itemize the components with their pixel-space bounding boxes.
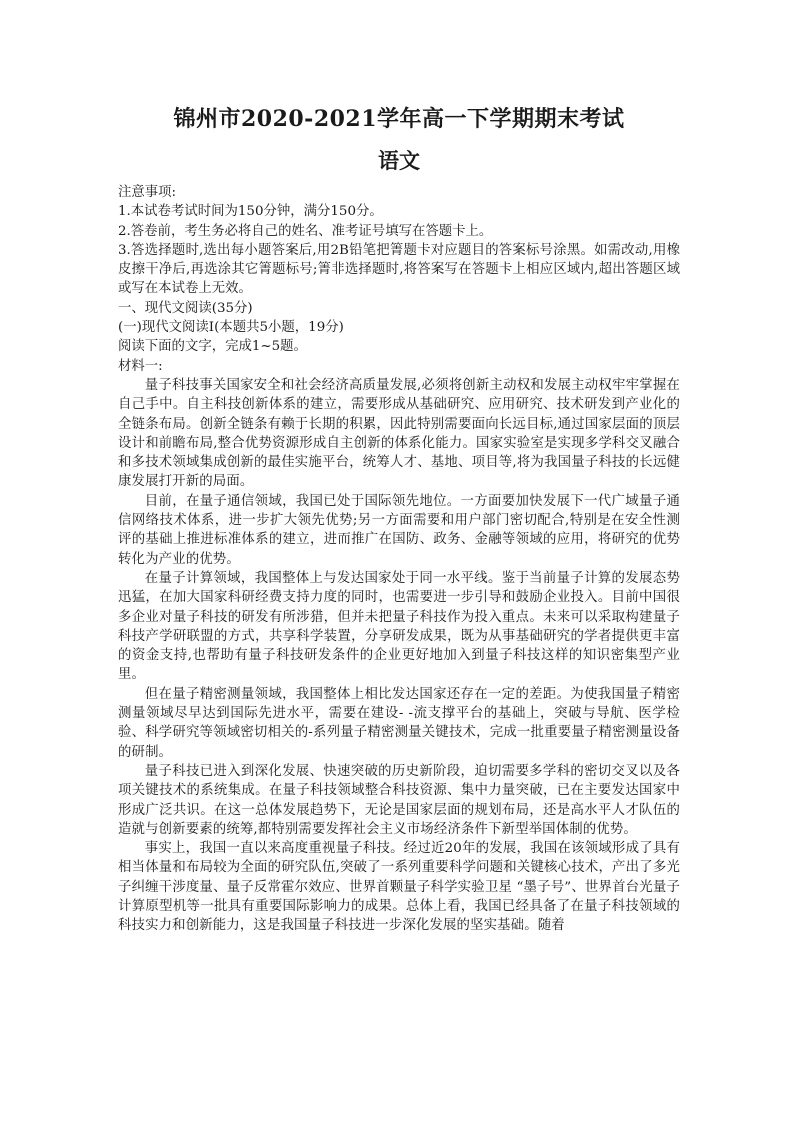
- material-paragraph: 量子科技事关国家安全和社会经济高质量发展,必须将创新主动权和发展主动权牢牢掌握在自己手中。自主科技创新体系的建立，需要形成从基础研究、应用研究、技术研发到产业化的全链条布局。创新全链条有赖于长期的积累，因此特别需要面向长远目标,通过国家层面的顶层设计和前瞻布局,整合优势资源形成自主创新的体系化能力。国家实验室是实现多学科交叉融合和多技术领域集成创新的最佳实施平台，统筹人才、基地、项目等,将为我国量子科技的长远健康发展打开新的局面。: [118, 377, 680, 490]
- instruction-item: 2.答卷前，考生务必将自己的姓名、准考证号填写在答题卡上。: [118, 223, 493, 239]
- exam-body: [118, 183, 680, 936]
- exam-title: 锦州市2020-2021学年高一下学期期末考试: [173, 106, 625, 132]
- material-paragraph: 事实上，我国一直以来高度重视量子科技。经过近20年的发展，我国在该领域形成了具有相当体量和布局较为全面的研究队伍,突破了一系列重要科学问题和关键核心技术，产出了多光子纠缠干涉度量、量子反常霍尔效应、世界首颗量子科学实验卫星 “墨子号”、世界首台光量子计算原型机等一批具有重要国际影响力的成果。总体上看，我国已经具备了在量子科技领域的科技实力和创新能力，这是我国量子科技进一步深化发展的坚实基础。随着: [118, 841, 680, 934]
- section-heading: 一、现代文阅读(35分): [118, 300, 253, 316]
- material-paragraph: 量子科技已进入到深化发展、快速突破的历史新阶段，迫切需要多学科的密切交叉以及各项关键技术的系统集成。在量子科技领域整合科技资源、集中力量突破，已在主要发达国家中形成广泛共识。在这一总体发展趋势下，无论是国家层面的规划布局，还是高水平人才队伍的造就与创新要素的统筹,都特别需要发挥社会主义市场经济条件下新型举国体制的优势。: [118, 763, 680, 837]
- exam-subject: 语文: [378, 148, 420, 173]
- material-paragraph: 但在量子精密测量领域，我国整体上相比发达国家还存在一定的差距。为使我国量子精密测量领域尽早达到国际先进水平，需要在建设- -流支撑平台的基础上，突破与导航、医学检验、科学研究等领域密切相关的-系列量子精密测量关键技术，完成一批重要量子精密测量设备的研制。: [118, 686, 680, 760]
- instruction-item: 3.答选择题时,选出每小题答案后,用2B铅笔把箐题卡对应题目的答案标号涂黑。如需改动,用橡皮擦干净后,再选涂其它箐题标号;箐非选择题时,将答案写在答题卡上相应区域内,超出答题区域或写在本试卷上无效。: [118, 242, 680, 297]
- instruction-item: 1.本试卷考试时间为150分钟，满分150分。: [118, 204, 383, 220]
- section-subheading: (一)现代文阅读I(本题共5小题，19分): [118, 320, 344, 336]
- reading-prompt: 阅读下面的文字，完成1~5题。: [118, 339, 307, 355]
- material-paragraph: 在量子计算领域，我国整体上与发达国家处于同一水平线。鉴于当前量子计算的发展态势迅猛，在加大国家科研经费支持力度的同时，也需要进一步引导和鼓励企业投入。目前中国很多企业对量子科技的研发有所涉猎，但并未把量子科技作为投入重点。未来可以采取构建量子科技产学研联盟的方式，共享科学装置，分享研发成果，既为从事基础研究的学者提供更丰富的资金支持,也帮助有量子科技研发条件的企业更好地加入到量子科技这样的知识密集型产业里。: [118, 570, 680, 683]
- material-paragraph: 目前，在量子通信领域，我国已处于国际领先地位。一方面要加快发展下一代广域量子通信网络技术体系，进一步扩大领先优势;另一方面需要和用户部门密切配合,特别是在安全性测评的基础上推进标准体系的建立，进而推广在国防、政务、金融等领域的应用，将研究的优势转化为产业的优势。: [118, 493, 680, 567]
- material-label: 材料一:: [118, 358, 163, 374]
- instructions-heading: 注意事项:: [118, 185, 177, 200]
